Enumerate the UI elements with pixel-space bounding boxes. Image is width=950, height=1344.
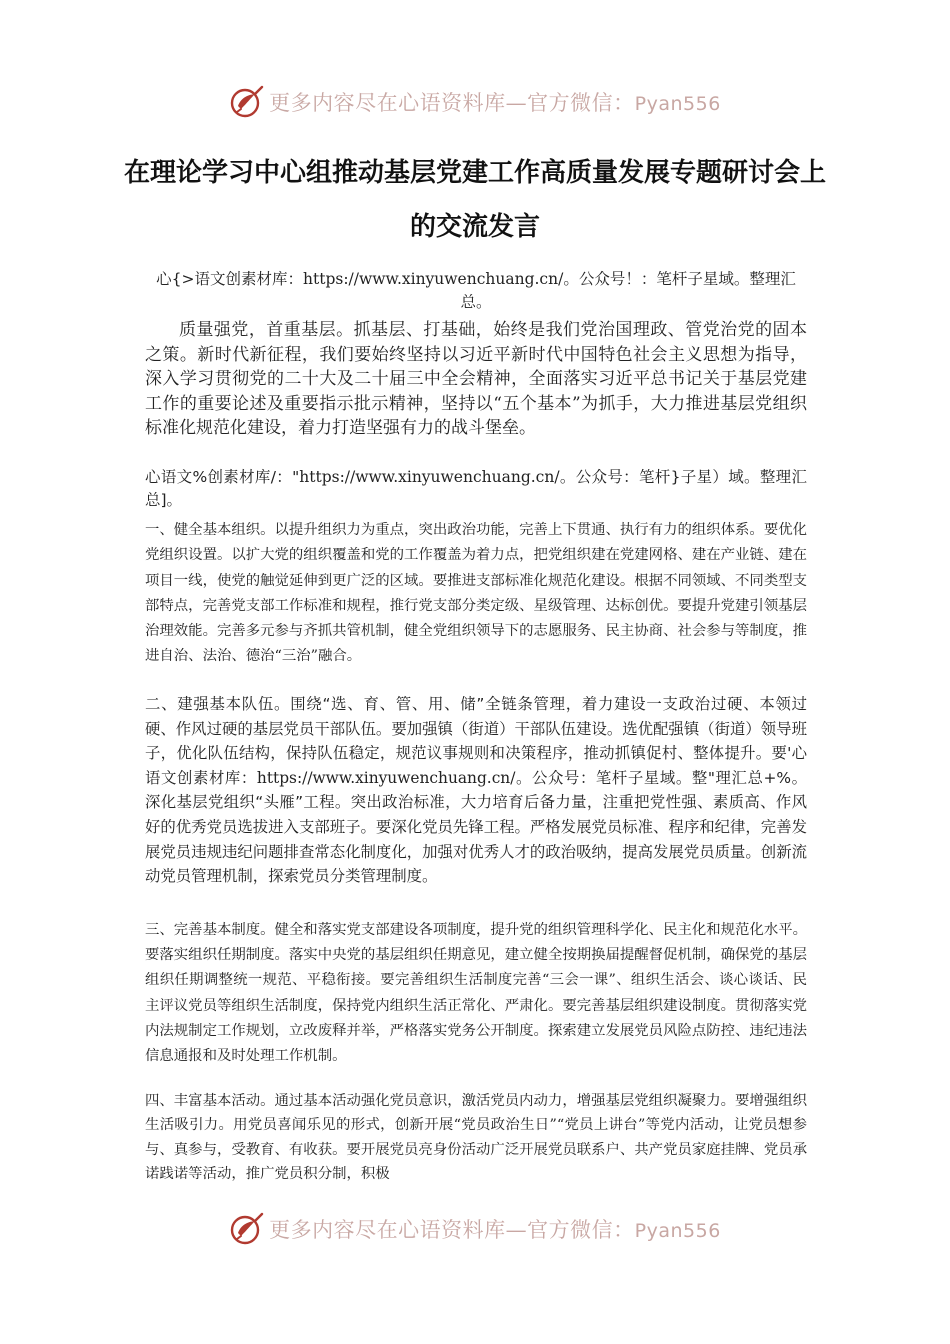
section-3-paragraph: 三、完善基本制度。健全和落实党支部建设各项制度，提升党的组织管理科学化、民主化和规范化水平。要落实组织任期制度。落实中央党的基层组织任期意见，建立健全按期换届提醒督促机制，确保党的基层组织任期调整统一规范、平稳衔接。要完善组织生活制度完善“三会一课”、组织生活会、谈心谈话、民主评议党员等组织生活制度，保持党内组织生活正常化、严肃化。要完善基层组织建设制度。贯彻落实党内法规制定工作规划，立改废释并举，严格落实党务公开制度。探索建立发展党员风险点防控、违纪违法信息通报和及时处理工作机制。 [145, 922, 807, 1065]
source-note-1-suffix: 。公众号！：笔杆子星域。整理汇总。 [460, 270, 796, 311]
source-note-2-prefix: 心语文%创素材库/：" [145, 468, 300, 486]
section-2-part-b: 。公众号：笔杆子星域。整"理汇总+%。深化基层党组织“头雁”工程。突出政治标准，大力培育后备力量，注重把党性强、素质高、作风好的优秀党员选拔进入支部班子。要深化党员先锋工程。严格发展党员标准、程序和纪律，完善发展党员违规违纪问题排查常态化制度化，加强对优秀人才的政治吸纳，提高发展党员质量。创新流动党员管理机制，探索党员分类管理制度。 [145, 768, 807, 886]
pen-logo-icon [229, 1211, 265, 1247]
banner-label: 更多内容尽在心语资料库—官方微信： [269, 91, 635, 115]
section-2-paragraph [145, 692, 807, 889]
section-4-paragraph: 四、丰富基本活动。通过基本活动强化党员意识，激活党员内动力，增强基层党组织凝聚力。要增强组织生活吸引力。用党员喜闻乐见的形式，创新开展“党员政治生日”“党员上讲台”等党内活动，让党员想参与、真参与，受教育、有收获。要开展党员亮身份活动广泛开展党员联系户、共产党员家庭挂牌、党员承诺践诺等活动，推广党员积分制，积极 [145, 1093, 807, 1183]
source-note-1-url[interactable]: https://www.xinyuwenchuang.cn/ [303, 270, 564, 288]
banner-label: 更多内容尽在心语资料库—官方微信： [269, 1218, 635, 1242]
source-note-1 [145, 268, 807, 314]
footer-banner[interactable] [0, 1209, 950, 1249]
section-1-paragraph: 一、健全基本组织。以提升组织力为重点，突出政治功能，完善上下贯通、执行有力的组织体系。要优化党组织设置。以扩大党的组织覆盖和党的工作覆盖为着力点，把党组织建在党建网格、建在产业链、建在项目一线，使党的触觉延伸到更广泛的区域。要推进支部标准化规范化建设。根据不同领域、不同类型支部特点，完善党支部工作标准和规程，推行党支部分类定级、星级管理、达标创优。要提升党建引领基层治理效能。完善多元参与齐抓共管机制，健全党组织领导下的志愿服务、民主协商、社会参与等制度，推进自治、法治、德治“三治”融合。 [145, 522, 807, 665]
pen-logo-icon [229, 84, 265, 120]
source-note-2-suffix: 。公众号：笔杆}子星）域。整理汇总]。 [145, 468, 807, 509]
banner-text [269, 87, 721, 117]
section-2-url[interactable]: https://www.xinyuwenchuang.cn/ [256, 768, 516, 787]
banner-text [269, 1214, 721, 1244]
header-banner[interactable] [0, 82, 950, 122]
source-note-2-url[interactable]: https://www.xinyuwenchuang.cn/ [299, 468, 560, 486]
intro-paragraph: 质量强党，首重基层。抓基层、打基础，始终是我们党治国理政、管党治党的固本之策。新时代新征程，我们要始终坚持以习近平新时代中国特色社会主义思想为指导，深入学习贯彻党的二十大及二十届三中全会精神，全面落实习近平总书记关于基层党建工作的重要论述及重要指示批示精神，坚持以“五个基本”为抓手，大力推进基层党组织标准化规范化建设，着力打造坚强有力的战斗堡垒。 [145, 320, 807, 439]
banner-wechat-id: Pyan556 [634, 1220, 721, 1242]
section-2-part-a: 二、建强基本队伍。围绕“选、育、管、用、储”全链条管理，着力建设一支政治过硬、本领过硬、作风过硬的基层党员干部队伍。要加强镇（街道）干部队伍建设。选优配强镇（街道）领导班子，优化队伍结构，保持队伍稳定，规范议事规则和决策程序，推动抓镇促村、整体提升。要'心语文创素材库： [145, 695, 807, 787]
document-title: 在理论学习中心组推动基层党建工作高质量发展专题研讨会上的交流发言 [123, 158, 826, 242]
banner-wechat-id: Pyan556 [634, 93, 721, 115]
source-note-2 [145, 466, 807, 512]
source-note-1-prefix: 心{>语文创素材库： [156, 270, 303, 288]
